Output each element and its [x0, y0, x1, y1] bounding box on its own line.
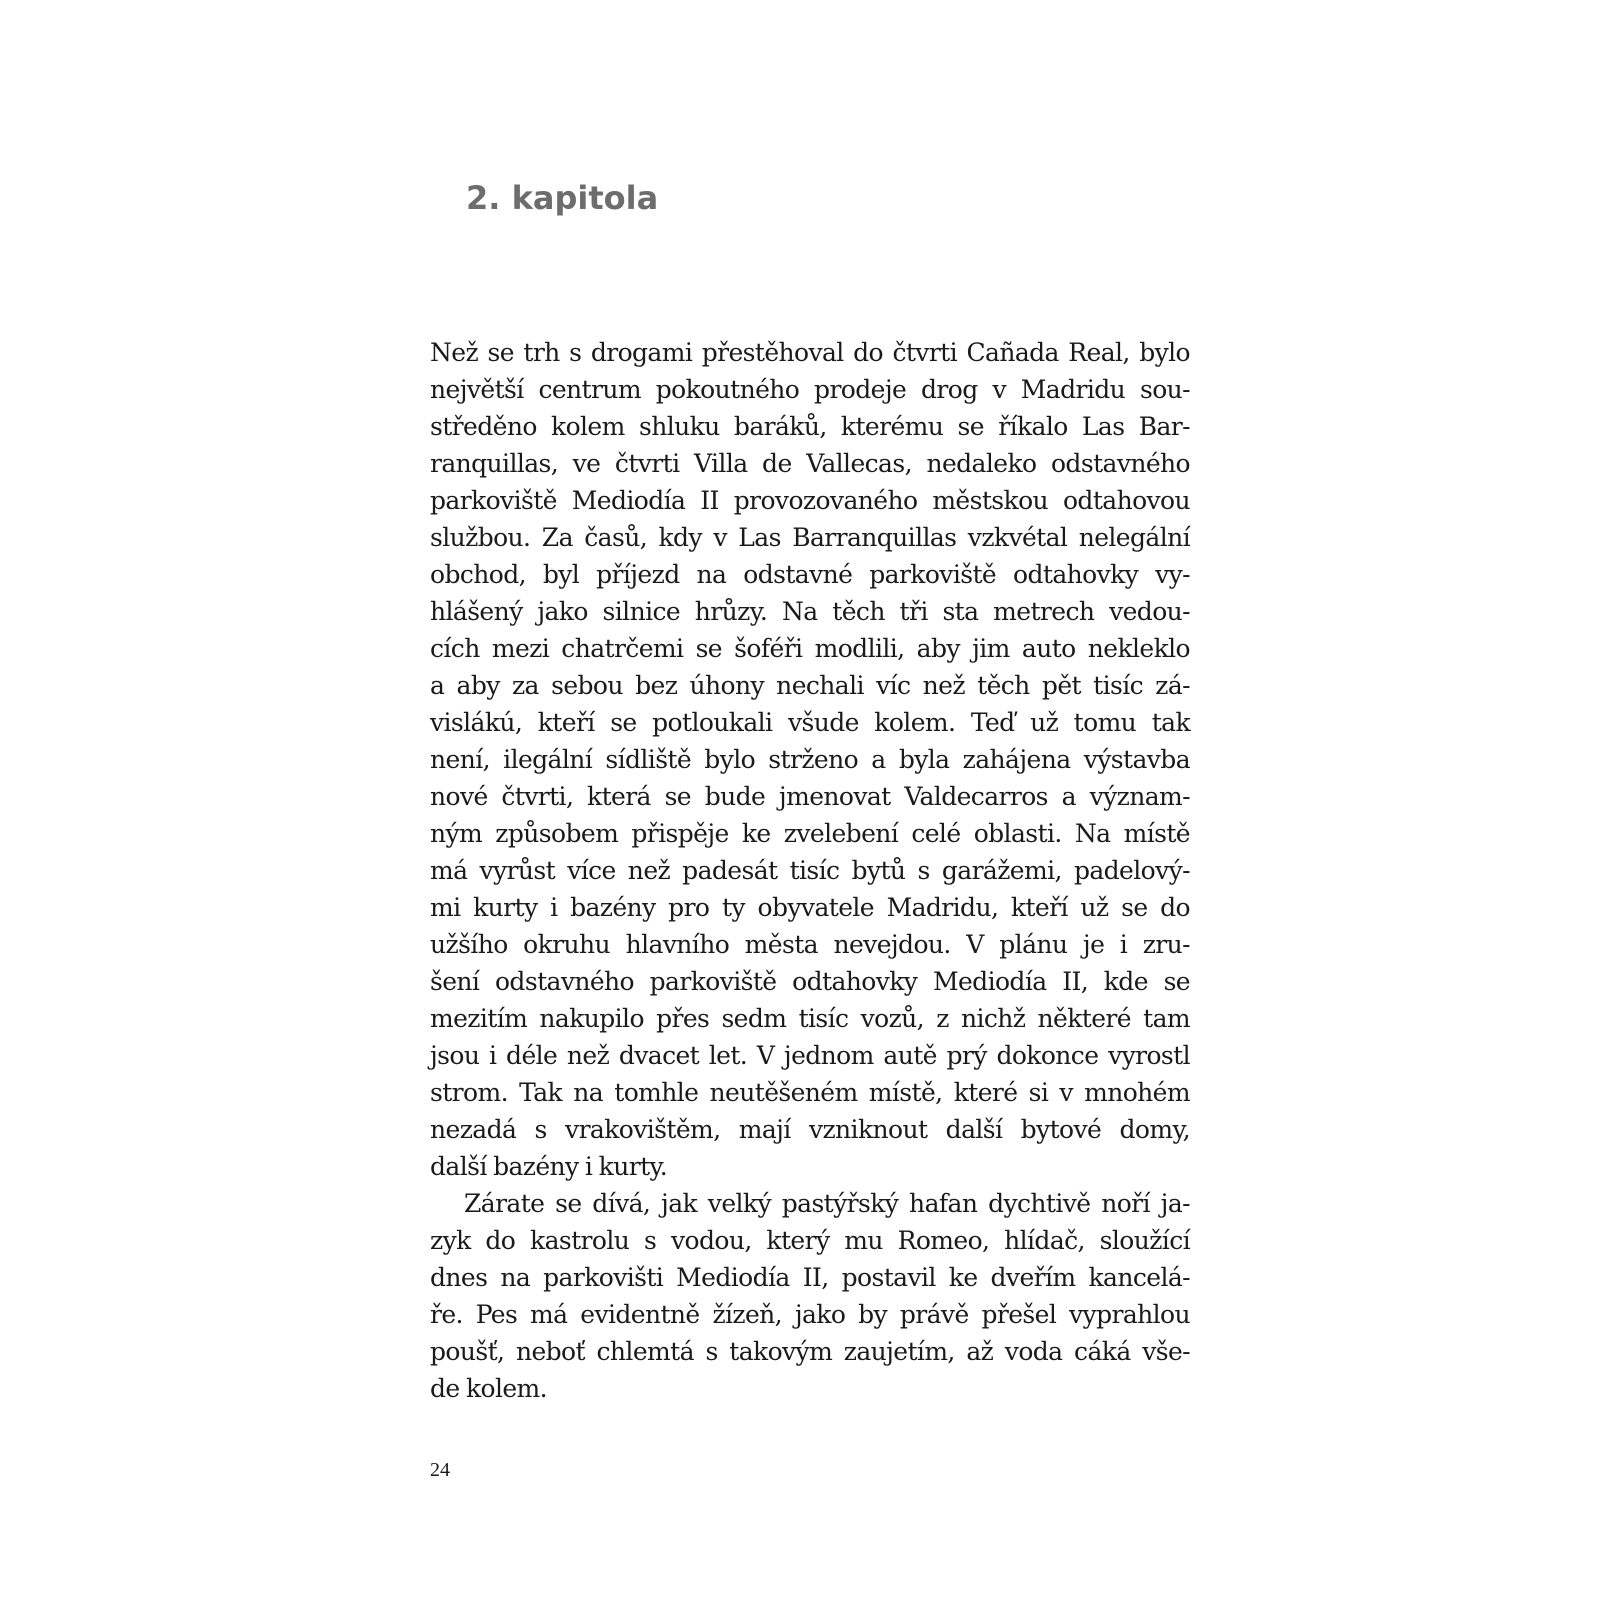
text-line: středěno kolem shluku baráků, kterému se říkalo Las Bar- — [430, 412, 1190, 441]
text-line: de kolem. — [430, 1374, 547, 1403]
text-line: má vyrůst více než padesát tisíc bytů s garážemi, padelový- — [430, 856, 1190, 885]
text-line: Než se trh s drogami přestěhoval do čtvrti Cañada Real, bylo — [430, 338, 1190, 367]
text-line: obchod, byl příjezd na odstavné parkoviště odtahovky vy- — [430, 560, 1190, 589]
text-line: hlášený jako silnice hrůzy. Na těch tři sta metrech vedou- — [430, 597, 1190, 626]
text-line: vislákú, kteří se potloukali všude kolem. Teď už tomu tak — [430, 708, 1190, 737]
text-line: jsou i déle než dvacet let. V jednom autě prý dokonce vyrostl — [430, 1041, 1190, 1070]
text-line: nezadá s vrakovištěm, mají vzniknout další bytové domy, — [430, 1115, 1190, 1144]
text-line: není, ilegální sídliště bylo strženo a byla zahájena výstavba — [430, 745, 1190, 774]
text-line: ranquillas, ve čtvrti Villa de Vallecas, nedaleko odstavného — [430, 449, 1190, 478]
text-line: největší centrum pokoutného prodeje drog v Madridu sou- — [430, 375, 1190, 404]
text-line: ným způsobem přispěje ke zvelebení celé oblasti. Na místě — [430, 819, 1190, 848]
text-line: další bazény i kurty. — [430, 1152, 668, 1181]
text-line: strom. Tak na tomhle neutěšeném místě, které si v mnohém — [430, 1078, 1190, 1107]
paragraph — [430, 1185, 1190, 1407]
text-line: poušť, neboť chlemtá s takovým zaujetím, až voda cáká vše- — [430, 1337, 1190, 1366]
text-line: mezitím nakupilo přes sedm tisíc vozů, z nichž některé tam — [430, 1004, 1190, 1033]
text-line: službou. Za časů, kdy v Las Barranquillas vzkvétal nelegální — [430, 523, 1190, 552]
text-line: parkoviště Mediodía II provozovaného městskou odtahovou — [430, 486, 1190, 515]
text-line: užšího okruhu hlavního města nevejdou. V plánu je i zru- — [430, 930, 1190, 959]
body-text — [430, 334, 1190, 1407]
text-line: Zárate se dívá, jak velký pastýřský hafan dychtivě noří ja- — [464, 1189, 1190, 1218]
text-line: ře. Pes má evidentně žízeň, jako by právě přešel vyprahlou — [430, 1300, 1190, 1329]
text-line: zyk do kastrolu s vodou, který mu Romeo, hlídač, sloužící — [430, 1226, 1190, 1255]
text-line: šení odstavného parkoviště odtahovky Mediodía II, kde se — [430, 967, 1190, 996]
text-line: mi kurty i bazény pro ty obyvatele Madridu, kteří už se do — [430, 893, 1190, 922]
text-line: nové čtvrti, která se bude jmenovat Valdecarros a význam- — [430, 782, 1190, 811]
paragraph — [430, 334, 1190, 1185]
text-line: a aby za sebou bez úhony nechali víc než těch pět tisíc zá- — [430, 671, 1190, 700]
text-line: dnes na parkovišti Mediodía II, postavil ke dveřím kancelá- — [430, 1263, 1190, 1292]
page-number: 24 — [430, 1459, 450, 1481]
chapter-title: 2. kapitola — [466, 179, 659, 217]
text-line: cích mezi chatrčemi se šoféři modlili, aby jim auto nekleklo — [430, 634, 1190, 663]
